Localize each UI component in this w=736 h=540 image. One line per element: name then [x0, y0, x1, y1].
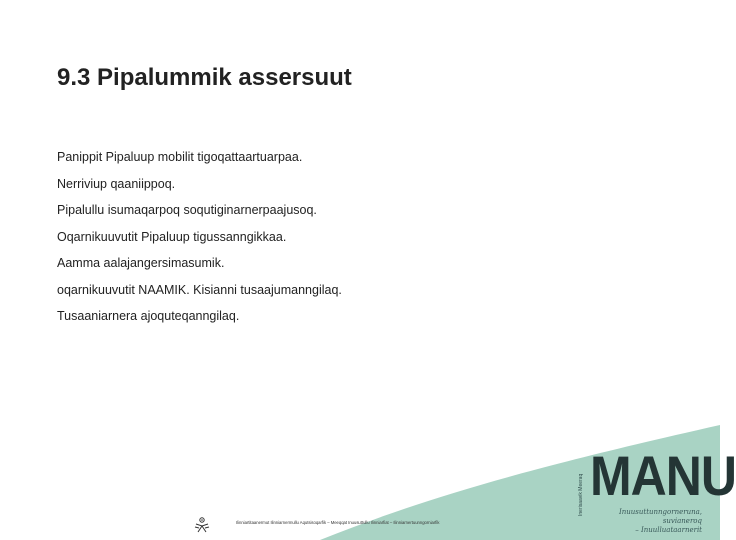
bullet-item: Pipalullu isumaqarpoq soqutiginarnerpaajusoq. [57, 203, 317, 217]
footer-text: Ilinniartitaanermut Ilinniarnermullu Aqutsisoqarfik – Meeqqat Inuusuttullu Ilinniarfiat – Ilinniarnertuunngorniarfik [236, 520, 440, 525]
institution-logo-icon [193, 516, 211, 534]
bullet-item: Oqarnikuuvutit Pipaluup tigussanngikkaa. [57, 229, 287, 244]
brand-vertical-text: Inerisaavik Meeraq [578, 473, 584, 516]
manu-logo: MANU [590, 444, 736, 508]
bullet-item: Tusaaniarnera ajoquteqanngilaq. [57, 309, 240, 323]
brand-tagline-line: – Inuulluataarnerit [635, 526, 702, 534]
brand-tagline-line: Inuusuttunngorneruna, suvianeroq [619, 508, 702, 525]
brand-tagline [598, 508, 702, 535]
bullet-list [57, 144, 342, 330]
slide-title: 9.3 Pipalummik assersuut [57, 64, 352, 91]
bullet-item: Nerriviup qaaniippoq. [57, 176, 176, 191]
bullet-item: Aamma aalajangersimasumik. [57, 256, 225, 270]
bullet-item: Panippit Pipaluup mobilit tigoqattaartuarpaa. [57, 150, 303, 164]
bullet-item: oqarnikuuvutit NAAMIK. Kisianni tusaajumanngilaq. [57, 282, 342, 297]
